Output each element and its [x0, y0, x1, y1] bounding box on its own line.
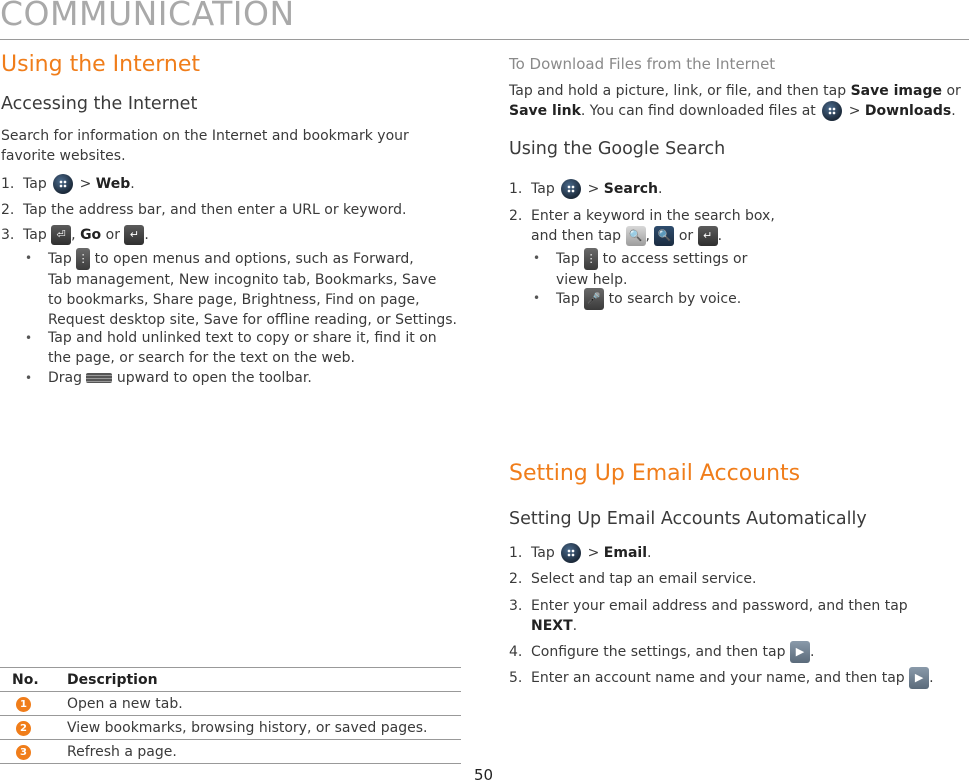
- email-step-4: 4. Configure the settings, and then tap ▶ .: [509, 641, 814, 663]
- bullet-dot: •: [533, 291, 541, 305]
- apps-icon: [53, 174, 73, 194]
- header-divider: [0, 39, 969, 40]
- microphone-icon: 🎤: [584, 288, 604, 310]
- step-1: 1. Tap > Web.: [1, 176, 135, 192]
- bullet-dot: •: [533, 251, 541, 265]
- next-arrow-icon: ▶: [909, 667, 929, 689]
- search-key-icon: 🔍: [654, 226, 674, 246]
- download-heading: To Download Files from the Internet: [509, 55, 776, 73]
- download-text: Tap and hold a picture, link, or file, and then tap Save image or Save link. You can find downloaded files at > Downloads.: [509, 83, 961, 119]
- section-title: COMMUNICATION: [0, 0, 295, 33]
- menu-icon: ⋮: [584, 248, 598, 270]
- bullet-1: Tap ⋮ to open menus and options, such as Forward, Tab management, New incognito tab, Bookmarks, Save to bookmarks, Share page, Brightness, Find on page, Request desktop site, Save for offline reading, or Settings.: [48, 248, 457, 330]
- bullet-dot: •: [25, 331, 33, 345]
- number-badge: 3: [16, 745, 31, 760]
- table-header: [0, 668, 461, 692]
- bullet-2: Tap and hold unlinked text to copy or share it, find it on the page, or search for the text on the web.: [48, 330, 437, 366]
- number-badge: 1: [16, 697, 31, 712]
- bullet-dot: •: [25, 251, 33, 265]
- search-icon: 🔍: [626, 226, 646, 246]
- gs-step-2: 2. Enter a keyword in the search box, and then tap 🔍 , 🔍 or ↵ .: [509, 208, 775, 244]
- table-row: 3 Refresh a page.: [0, 740, 461, 764]
- email-step-5: 5. Enter an account name and your name, and then tap ▶ .: [509, 667, 934, 689]
- apps-icon: [561, 543, 581, 563]
- go-arrow-icon: ⏎: [51, 225, 71, 245]
- number-badge: 2: [16, 721, 31, 736]
- description-table: [0, 667, 461, 764]
- table-row: 1 Open a new tab.: [0, 692, 461, 716]
- google-search-heading: Using the Google Search: [509, 139, 726, 159]
- gs-step-1: 1. Tap > Search.: [509, 181, 663, 197]
- table-row: 2 View bookmarks, browsing history, or saved pages.: [0, 716, 461, 740]
- enter-icon: ↵: [698, 226, 718, 246]
- apps-icon: [822, 101, 842, 121]
- col-no: No.: [12, 671, 39, 688]
- next-arrow-icon: ▶: [790, 641, 810, 663]
- gs-bullet-2: Tap 🎤 to search by voice.: [556, 288, 741, 310]
- bullet-3: Drag upward to open the toolbar.: [48, 370, 312, 386]
- email-auto-heading: Setting Up Email Accounts Automatically: [509, 509, 867, 529]
- accessing-heading: Accessing the Internet: [1, 94, 198, 114]
- step-3: 3. Tap ⏎ , Go or ↵ .: [1, 227, 149, 243]
- internet-heading: Using the Internet: [1, 52, 201, 77]
- email-step-3: 3. Enter your email address and password, and then tap NEXT.: [509, 598, 908, 634]
- enter-icon: ↵: [124, 225, 144, 245]
- page-number: 50: [474, 766, 494, 784]
- toolbar-handle-icon: [86, 373, 112, 383]
- email-heading: Setting Up Email Accounts: [509, 461, 801, 486]
- apps-icon: [561, 179, 581, 199]
- gs-bullet-1: Tap ⋮ to access settings or view help.: [556, 248, 747, 290]
- step-2: 2. Tap the address bar, and then enter a URL or keyword.: [1, 202, 407, 218]
- col-description: Description: [67, 671, 158, 688]
- email-step-1: 1. Tap > Email.: [509, 545, 652, 561]
- email-step-2: 2. Select and tap an email service.: [509, 571, 757, 587]
- bullet-dot: •: [25, 371, 33, 385]
- intro-text: Search for information on the Internet and bookmark your favorite websites.: [1, 128, 409, 164]
- menu-icon: ⋮: [76, 248, 90, 270]
